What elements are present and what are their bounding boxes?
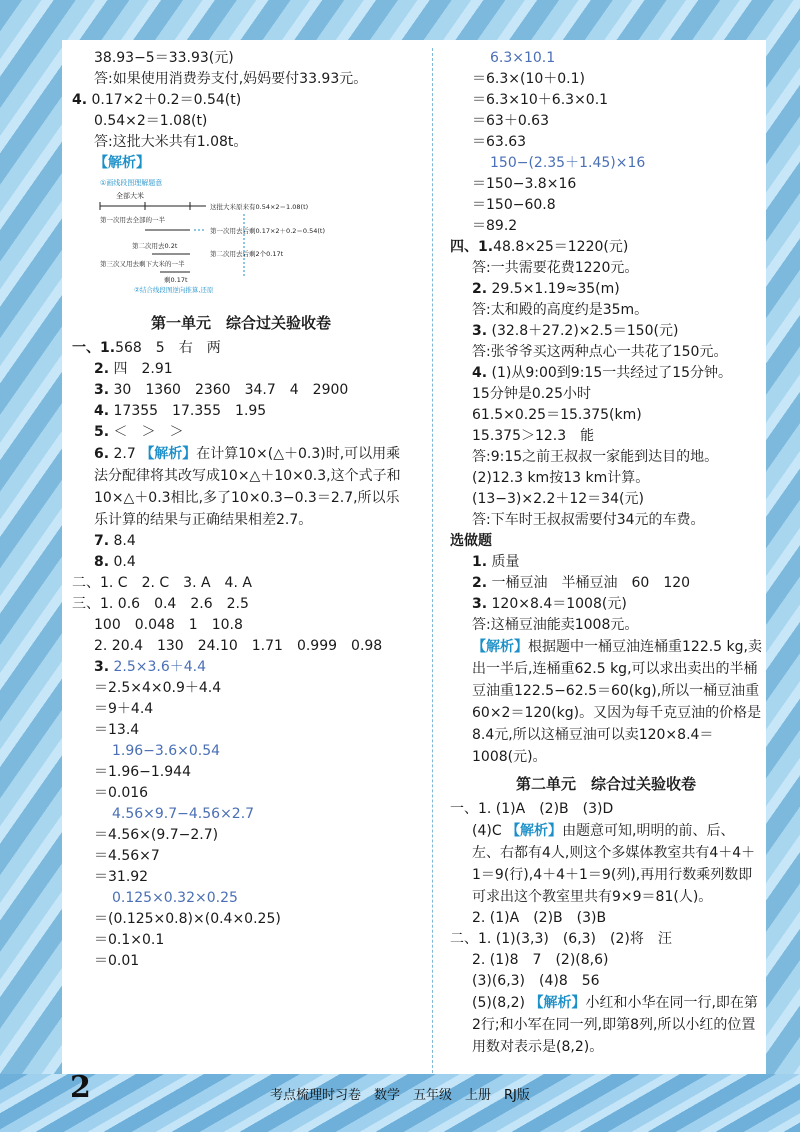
unit2-title: 第二单元 综合过关验收卷	[515, 775, 696, 793]
answer-text: ＜ ＞ ＞	[113, 424, 184, 440]
analysis-tag: 【解析】	[472, 639, 528, 655]
diagram-step1-label: ①画线段图理解题意	[100, 179, 163, 187]
question-number: 1.	[472, 554, 488, 570]
question-number: 2.	[472, 575, 488, 591]
diagram-label-d: 第二次用去0.2t	[132, 242, 178, 250]
answer-line: 答:这桶豆油能卖1008元。	[472, 617, 639, 633]
answer-line: 答:太和殿的高度约是35m。	[472, 302, 649, 318]
right-column	[450, 48, 762, 1058]
analysis-text: 由题意可知,明明的前、后、左、右都有4人,则这个多媒体教室共有4＋4＋1＝9(行),4＋4＋1＝9(列),再用行数乘列数即可求出这个教室里共有9×9＝81(人)。	[472, 823, 756, 905]
question-number: 3.	[94, 659, 110, 675]
diagram-total-label: 全部大米	[116, 192, 144, 200]
calc-step: ＝6.3×10＋6.3×0.1	[472, 92, 609, 108]
answer-line: (13−3)×2.2＋12＝34(元)	[472, 491, 644, 507]
calc-step: ＝6.3×(10＋0.1)	[472, 71, 585, 87]
calc-step: ＝63.63	[472, 134, 527, 150]
answer-line: (2)12.3 km按13 km计算。	[472, 470, 650, 486]
answer-text: (4)C	[472, 823, 502, 839]
answer-text: 质量	[491, 554, 520, 570]
question-number: 8.	[94, 554, 110, 570]
calc-expression: 4.56×9.7−4.56×2.7	[112, 806, 255, 822]
answer-text: (5)(8,2)	[472, 995, 526, 1011]
diagram-label-a: 这批大米原来有0.54×2＝1.08(t)	[210, 203, 309, 211]
unit1-title: 第一单元 综合过关验收卷	[150, 314, 331, 332]
diagram-label-f: 第三次又用去剩下大米的一半	[100, 260, 185, 268]
calc-step: ＝150−60.8	[472, 197, 556, 213]
question-number: 2.	[94, 361, 110, 377]
calc-expression: 1.96−3.6×0.54	[112, 743, 221, 759]
calc-step: ＝0.016	[94, 785, 149, 801]
answer-text: 17355 17.355 1.95	[113, 403, 267, 419]
footer-band	[0, 1074, 800, 1132]
answer-text: 一桶豆油 半桶豆油 60 120	[491, 575, 691, 591]
calc-expression: 0.125×0.32×0.25	[112, 890, 238, 906]
calc-step: ＝31.92	[94, 869, 149, 885]
calc-step: ＝150−3.8×16	[472, 176, 577, 192]
page-number: 2	[70, 1070, 91, 1105]
calc-expression: 2.5×3.6＋4.4	[113, 659, 207, 675]
diagram-label-c: 第一次用去后剩0.17×2＋0.2＝0.54(t)	[210, 227, 325, 235]
answer-line: (3)(6,3) (4)8 56	[472, 973, 600, 989]
answer-text: 四 2.91	[113, 361, 173, 377]
analysis-tag: 【解析】	[94, 155, 150, 171]
answer-line: 二、1. C 2. C 3. A 4. A	[72, 575, 252, 591]
calc-expression: 150−(2.35＋1.45)×16	[490, 155, 646, 171]
calc-expression: 6.3×10.1	[490, 50, 556, 66]
answer-text: 568 5 右 两	[115, 340, 221, 356]
question-number: 3.	[94, 382, 110, 398]
analysis-text: 根据题中一桶豆油连桶重122.5 kg,卖出一半后,连桶重62.5 kg,可以求出卖出的半桶豆油重122.5−62.5＝60(kg),所以一桶豆油重60×2＝120(kg)。又因为每千克豆油的价格是8.4元,所以这桶豆油可以卖120×8.4＝1008(元)。	[472, 639, 762, 765]
answer-line: 0.54×2＝1.08(t)	[94, 113, 208, 129]
question-number: 4.	[72, 92, 88, 108]
question-number: 5.	[94, 424, 110, 440]
column-divider	[432, 48, 433, 1088]
question-number: 一、1.	[72, 340, 116, 356]
question-number: 四、1.	[450, 239, 494, 255]
answer-line: 答:如果使用消费券支付,妈妈要付33.93元。	[94, 71, 368, 87]
calc-step: ＝89.2	[472, 218, 518, 234]
answer-line: 答:这批大米共有1.08t。	[94, 134, 248, 150]
question-number: 3.	[472, 596, 488, 612]
analysis-text: 小红和小华在同一行,即在第2行;和小军在同一列,即第8列,所以小红的位置用数对表示是(8,2)。	[472, 995, 758, 1055]
question-number: 6.	[94, 446, 110, 462]
analysis-tag: 【解析】	[506, 823, 563, 839]
answer-line: 答:张爷爷买这两种点心一共花了150元。	[472, 344, 728, 360]
answer-line: 0.17×2＋0.2＝0.54(t)	[91, 92, 242, 108]
calc-step: ＝2.5×4×0.9＋4.4	[94, 680, 222, 696]
line-segment-diagram	[94, 176, 394, 294]
question-number: 4.	[472, 365, 488, 381]
answer-line: 15分钟是0.25小时	[472, 386, 591, 402]
diagram-step2-label: ②结合线段图逆向推算,还原	[134, 286, 214, 294]
calc-step: ＝13.4	[94, 722, 140, 738]
calc-step: ＝0.1×0.1	[94, 932, 165, 948]
answer-line: 二、1. (1)(3,3) (6,3) (2)将 汪	[450, 931, 672, 947]
answer-line: 答:9:15之前王叔叔一家能到达目的地。	[472, 449, 719, 465]
answer-text: (32.8＋27.2)×2.5＝150(元)	[491, 323, 679, 339]
answer-line: 三、1. 0.6 0.4 2.6 2.5	[72, 596, 249, 612]
book-info: 考点梳理时习卷 数学 五年级 上册 RJ版	[270, 1088, 530, 1103]
calc-step: ＝1.96−1.944	[94, 764, 191, 780]
calc-step: ＝63＋0.63	[472, 113, 549, 129]
analysis-tag: 【解析】	[529, 995, 586, 1011]
answer-line: 2. (1)A (2)B (3)B	[472, 910, 607, 926]
answer-text: (1)从9:00到9:15一共经过了15分钟。	[491, 365, 733, 381]
answer-line: 100 0.048 1 10.8	[94, 617, 243, 633]
diagram-label-e: 第二次用去后剩2个0.17t	[210, 250, 284, 258]
calc-step: ＝4.56×7	[94, 848, 160, 864]
analysis-tag: 【解析】	[140, 446, 197, 462]
answer-text: 0.4	[113, 554, 136, 570]
answer-line: 38.93−5＝33.93(元)	[94, 50, 234, 66]
answer-line: 15.375＞12.3 能	[472, 428, 595, 444]
calc-step: ＝0.01	[94, 953, 140, 969]
answer-line: 61.5×0.25＝15.375(km)	[472, 407, 642, 423]
question-number: 4.	[94, 403, 110, 419]
question-number: 2.	[472, 281, 488, 297]
optional-section-title: 选做题	[450, 533, 492, 549]
answer-page	[62, 40, 766, 1082]
analysis-text: 在计算10×(△＋0.3)时,可以用乘法分配律将其改写成10×△＋10×0.3,这个式子和10×△＋0.3相比,多了10×0.3−0.3＝2.7,所以乐乐计算的结果与正确结果相差2.7。	[94, 446, 401, 528]
answer-text: 30 1360 2360 34.7 4 2900	[113, 382, 349, 398]
left-column	[72, 48, 410, 972]
answer-text: 120×8.4＝1008(元)	[491, 596, 627, 612]
answer-line: 2. (1)8 7 (2)(8,6)	[472, 952, 609, 968]
calc-step: ＝4.56×(9.7−2.7)	[94, 827, 219, 843]
answer-line: 答:一共需要花费1220元。	[472, 260, 639, 276]
calc-step: ＝(0.125×0.8)×(0.4×0.25)	[94, 911, 281, 927]
diagram-label-g: 剩0.17t	[164, 276, 188, 284]
diagram-label-b: 第一次用去全部的一半	[100, 216, 165, 224]
answer-text: 2.7	[113, 446, 136, 462]
answer-line: 答:下车时王叔叔需要付34元的车费。	[472, 512, 705, 528]
answer-line: 2. 20.4 130 24.10 1.71 0.999 0.98	[94, 638, 383, 654]
answer-text: 29.5×1.19≈35(m)	[491, 281, 620, 297]
answer-line: 一、1. (1)A (2)B (3)D	[450, 801, 614, 817]
question-number: 3.	[472, 323, 488, 339]
answer-text: 8.4	[113, 533, 136, 549]
answer-text: 48.8×25＝1220(元)	[493, 239, 629, 255]
question-number: 7.	[94, 533, 110, 549]
calc-step: ＝9＋4.4	[94, 701, 154, 717]
